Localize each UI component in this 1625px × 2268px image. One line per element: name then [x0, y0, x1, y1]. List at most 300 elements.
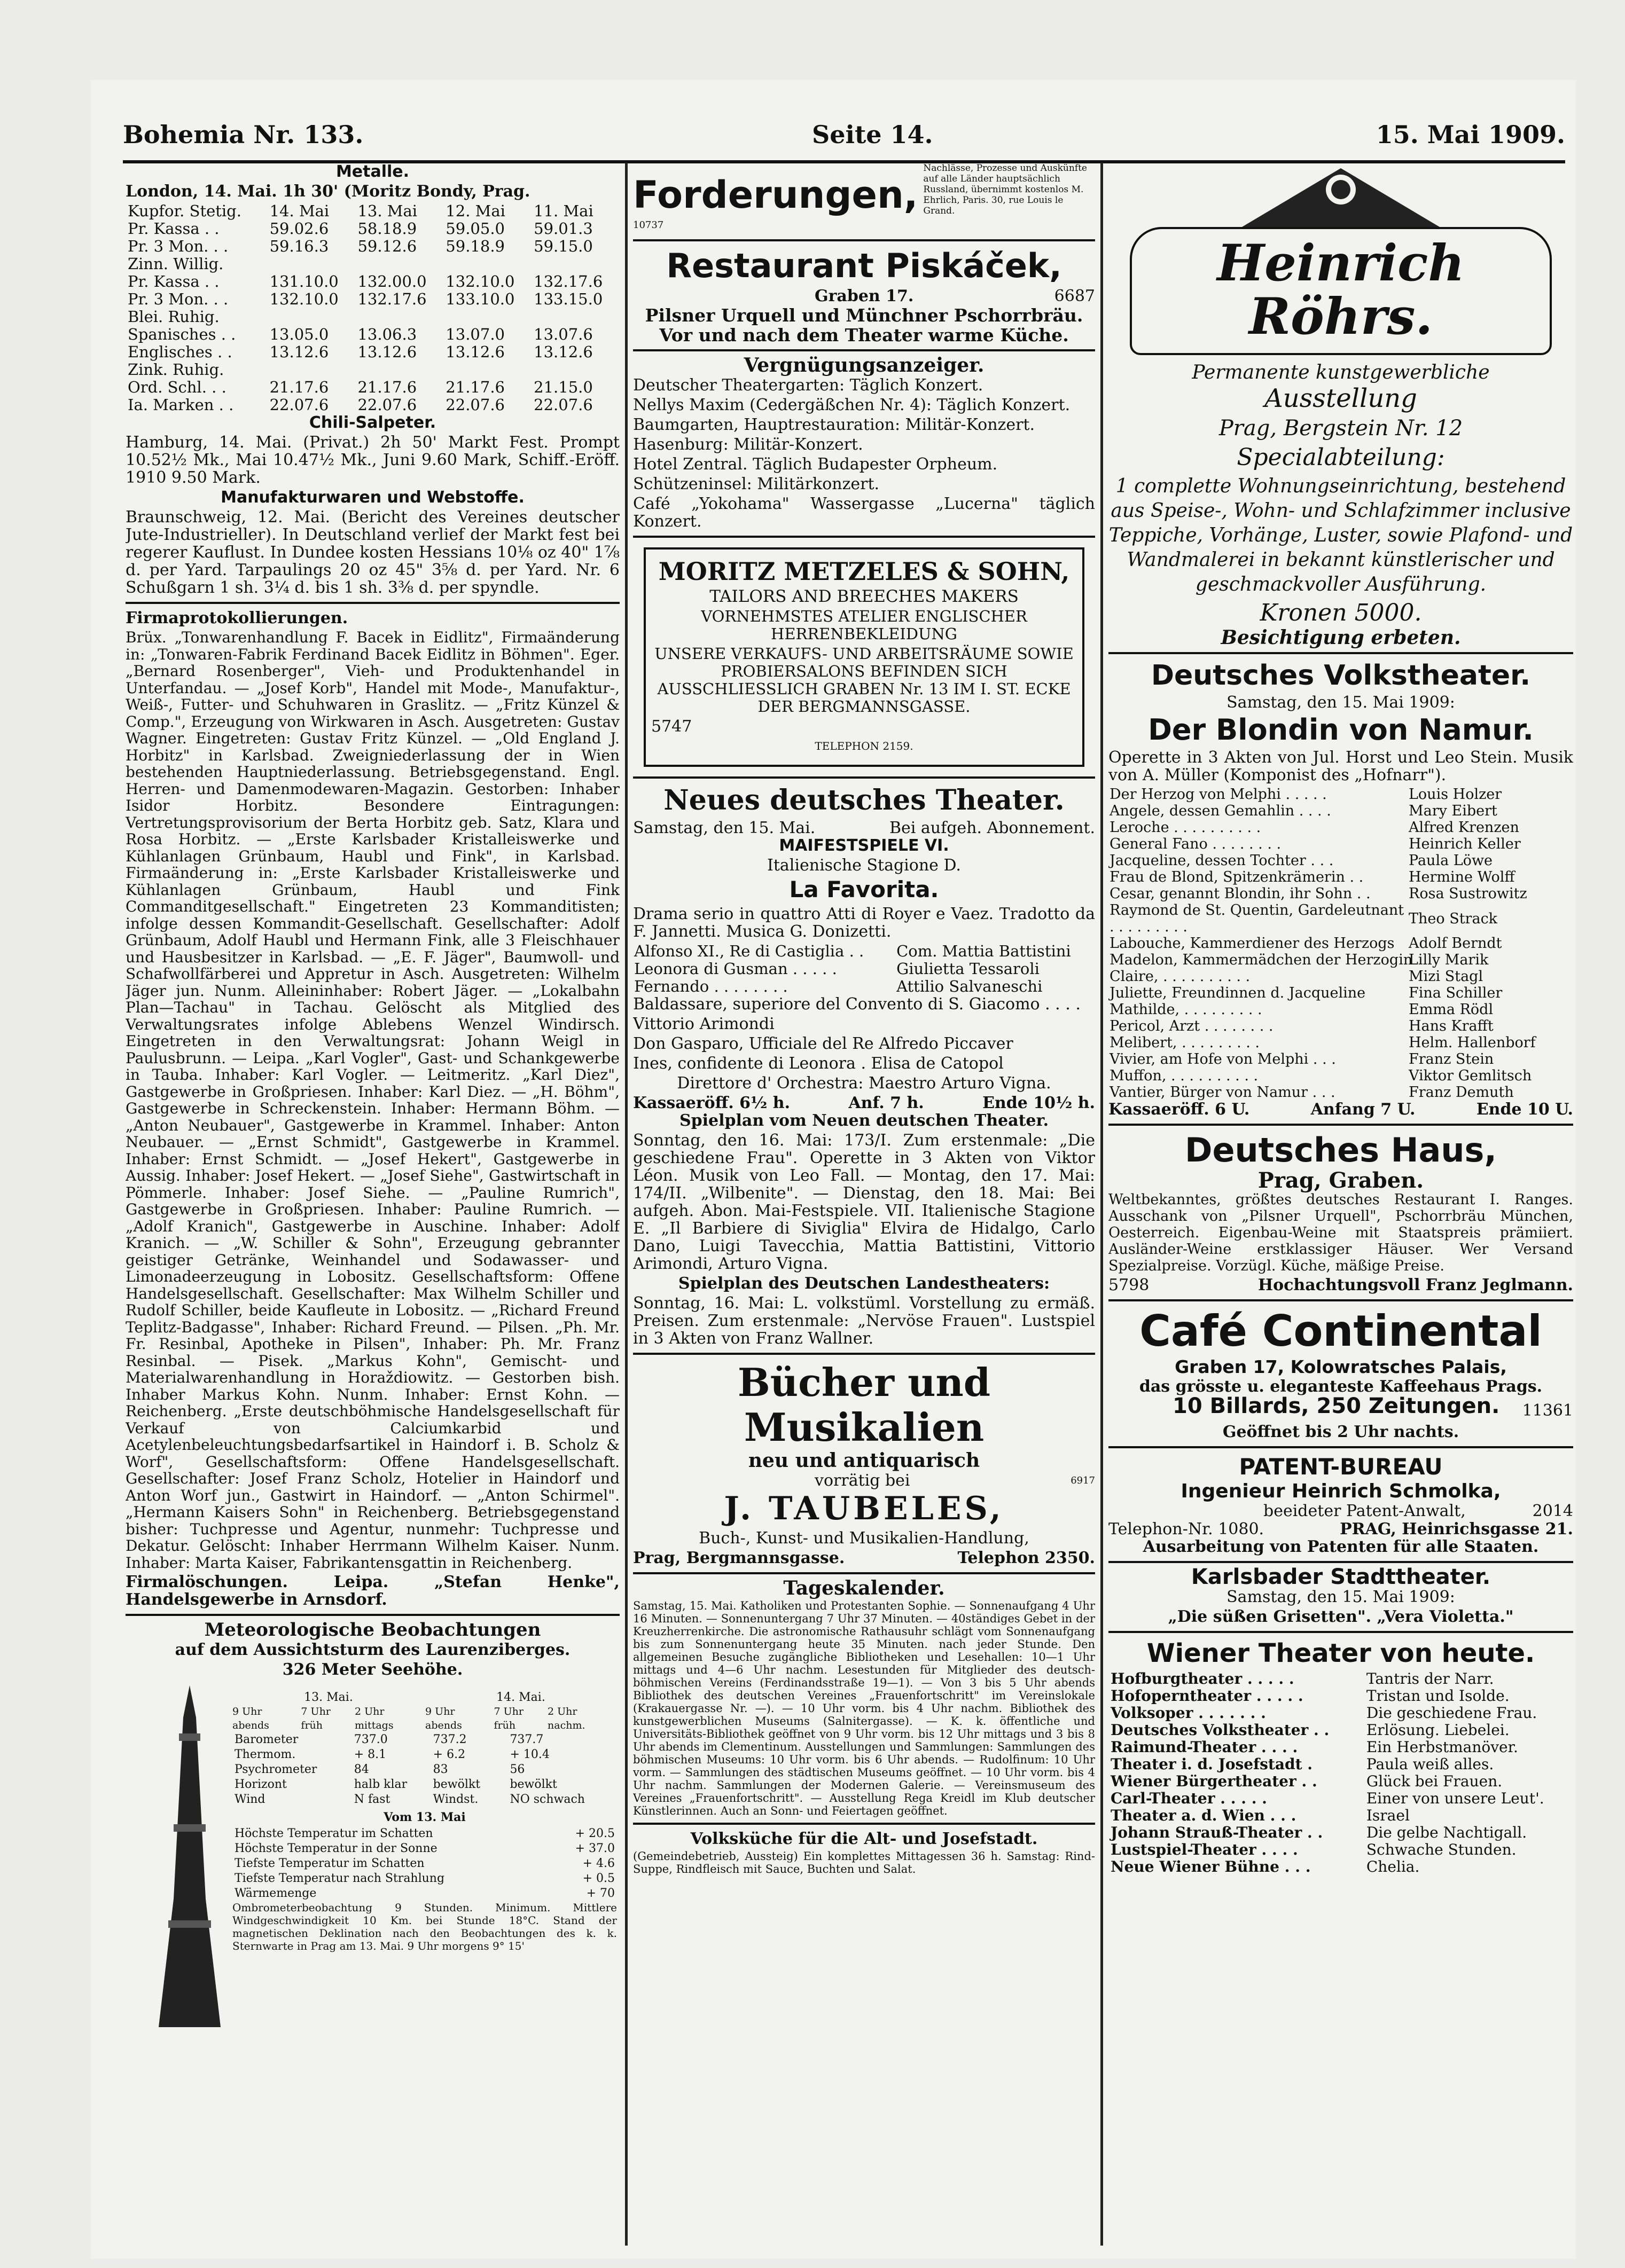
- table-cell: Franz Demuth: [1409, 1084, 1514, 1101]
- list-item: Hasenburg: Militär-Konzert.: [633, 435, 863, 454]
- table-cell: 84: [354, 1763, 369, 1776]
- table-cell: Vantier, Bürger von Namur . . .: [1110, 1084, 1335, 1101]
- table-cell: Pr. Kassa . .: [128, 272, 220, 291]
- moritz-line-4: UNSERE VERKAUFS- UND ARBEITSRÄUME SOWIE PROBIERSALONS BEFINDEN SICH AUSSCHLIESSLICH GRABEN Nr. 13 IM I. ST. ECKE DER BERGMANNSGASSE.: [654, 645, 1074, 716]
- divider: [633, 536, 1095, 538]
- table-row: [1108, 1858, 1573, 1875]
- roehrs-line-3: Prag, Bergstein Nr. 12: [1218, 416, 1463, 441]
- table-cell: + 10.4: [510, 1748, 550, 1761]
- deutsches-haus-signature: Hochachtungsvoll Franz Jeglmann.: [1257, 1276, 1573, 1294]
- table-cell: + 20.5: [575, 1827, 615, 1840]
- table-row: [1108, 836, 1573, 852]
- metals-head-row: [126, 202, 620, 220]
- table-row: [126, 326, 620, 343]
- table-cell: Psychrometer: [235, 1763, 317, 1776]
- kasse-open: Kassaeröff. 6½ h.: [633, 1094, 791, 1112]
- table-row: [126, 361, 620, 379]
- spielplan-title: Spielplan vom Neuen deutschen Theater.: [679, 1111, 1049, 1130]
- landes-title: Spielplan des Deutschen Landestheaters:: [678, 1274, 1050, 1293]
- roehrs-name: Heinrich Röhrs.: [1217, 234, 1465, 346]
- cafe-line-1: Graben 17, Kolowratsches Palais,: [1175, 1356, 1507, 1377]
- theater-date-row: [633, 819, 1095, 837]
- table-cell: [502, 1762, 507, 1777]
- roehrs-line-5: 1 complette Wohnungseinrichtung, bestehend aus Speise-, Wohn- und Schlafzimmer inclusive Teppiche, Vorhänge, Luster, sowie Plafond- und Wandmalerei in bekannt künstlerischer und geschmackvoller Ausführung.: [1108, 475, 1573, 595]
- column-rule-2: [1100, 163, 1103, 2246]
- kasse-start: Anfang 7 U.: [1310, 1100, 1416, 1119]
- table-cell: 13.12.6: [446, 343, 505, 361]
- manufaktur-title: Manufakturwaren und Webstoffe.: [221, 488, 525, 507]
- table-cell: Mathilde, . . . . . . . . .: [1110, 1001, 1262, 1018]
- moritz-title: MORITZ METZELES & SOHN,: [658, 557, 1070, 586]
- table-cell: [355, 308, 443, 326]
- cafe-line-3: 10 Billards, 250 Zeitungen.: [1173, 1394, 1500, 1418]
- table-cell: [268, 308, 356, 326]
- vorraetig-row: [633, 1472, 1095, 1490]
- divider: [1108, 1446, 1573, 1448]
- table-cell: Pericol, Arzt . . . . . . . .: [1110, 1018, 1274, 1034]
- kasse-end: Ende 10½ h.: [982, 1094, 1095, 1112]
- moritz-number: 5747: [651, 717, 692, 736]
- table-cell: 132.00.0: [357, 272, 427, 291]
- table-cell: 21.17.6: [269, 378, 329, 396]
- restaurant-line-3: Vor und nach dem Theater warme Küche.: [659, 325, 1069, 346]
- table-cell: 132.17.6: [534, 272, 603, 291]
- header-center: Seite 14.: [812, 120, 933, 149]
- theater-date: Samstag, den 15. Mai.: [633, 819, 816, 837]
- divider: [633, 1572, 1095, 1574]
- table-row: [1108, 852, 1573, 869]
- list-item: Schützeninsel: Militärkonzert.: [633, 475, 880, 493]
- kasse-row: [633, 1094, 1095, 1112]
- roehrs-line-2: Ausstellung: [1264, 383, 1417, 413]
- table-cell: Ein Herbstmanöver.: [1366, 1738, 1518, 1756]
- table-cell: Melibert, . . . . . . . . .: [1110, 1034, 1260, 1051]
- table-row: [1108, 1018, 1573, 1034]
- table-cell: Spanisches . .: [128, 325, 236, 343]
- roehrs-line-6: Kronen 5000.: [1260, 599, 1422, 626]
- table-cell: Thermom.: [235, 1748, 296, 1761]
- table-cell: Leroche . . . . . . . . . .: [1110, 819, 1261, 836]
- list-item: Café „Yokohama" Wassergasse „Lucerna" täglich Konzert.: [633, 495, 1095, 531]
- table-row: [126, 273, 620, 291]
- deutsches-haus-number: 5798: [1108, 1276, 1150, 1294]
- meteo-time: 7 Uhr früh: [301, 1706, 331, 1731]
- hamburg-text: Hamburg, 14. Mai. (Privat.) 2h 50' Markt Fest. Prompt 10.52½ Mk., Mai 10.47½ Mk., Juni 9.60 Mark, Schiff.-Eröff. 1910 9.50 Mark.: [126, 433, 620, 487]
- roehrs-line-4: Specialabteilung:: [1237, 444, 1445, 471]
- table-cell: 21.15.0: [534, 378, 593, 396]
- table-cell: 22.07.6: [446, 396, 505, 414]
- table-row: [1108, 819, 1573, 836]
- table-cell: 59.02.6: [269, 219, 329, 238]
- table-cell: Paula Löwe: [1409, 852, 1493, 869]
- table-cell: Muffon, . . . . . . . . . .: [1110, 1068, 1259, 1084]
- cafe-title: Café Continental: [1139, 1306, 1542, 1356]
- table-row: [1108, 786, 1573, 803]
- table-cell: Claire, . . . . . . . . . .: [1110, 968, 1251, 985]
- table-cell: Carl-Theater . . . . .: [1111, 1790, 1267, 1807]
- table-row: [1108, 1034, 1573, 1051]
- table-cell: [532, 308, 620, 326]
- table-cell: 13.07.0: [446, 325, 505, 343]
- table-cell: Erlösung. Liebelei.: [1366, 1721, 1510, 1739]
- table-cell: Franz Stein: [1409, 1051, 1494, 1068]
- column-rule-1: [625, 163, 628, 2246]
- karlsbad-program: „Die süßen Grisetten". „Vera Violetta.": [1168, 1607, 1514, 1626]
- restaurant-title: Restaurant Piskáček,: [666, 246, 1062, 285]
- table-cell: 59.15.0: [534, 237, 593, 255]
- divider: [1108, 1299, 1573, 1301]
- patent-address: PRAG, Heinrichsgasse 21.: [1340, 1520, 1573, 1539]
- table-cell: 132.17.6: [357, 290, 427, 308]
- list-item: Baumgarten, Hauptrestauration: Militär-Konzert.: [633, 415, 1035, 434]
- table-cell: Louis Holzer: [1409, 786, 1502, 803]
- kasse-end: Ende 10 U.: [1476, 1100, 1573, 1119]
- divider: [633, 349, 1095, 351]
- tages-text: Samstag, 15. Mai. Katholiken und Protestanten Sophie. — Sonnenaufgang 4 Uhr 16 Minuten. — Sonnenuntergang 7 Uhr 37 Minuten. — 40ständiges Gebet in der Kreuzherrenkirche. Die astronomische Rathausuhr schlägt vom Sonnenaufgang bis zum Sonnenuntergang heute 35 Minuten. nach jeder Stunde. Den allgemeinen Besuche zugängliche Bibliotheken und Lesehallen: 10—1 Uhr mittags und 4—6 Uhr nachm. Lesestunden für Mitglieder des deutsch-böhmischen Vereins (Ferdinandsstraße 19—1). — Von 3 bis 5 Uhr abends Bibliothek des deutschen Vereines „Frauenfortschritt" im Vereinslokale (Krakauergasse Nr. —). — 10 Uhr vorm. bis 4 Uhr nachm. Bibliothek des kunstgewerblichen Museums (Salnitergasse). — K. k. öffentliche und Universitäts-Bibliothek geöffnet von 9 Uhr vorm. bis 12 Uhr mittags und 3 bis 8 Uhr abends im Clementinum. Ausstellungen und Sammlungen: Sammlungen des böhmischen Museums: 10 Uhr vorm. bis 6 Uhr abends. — Rudolfinum: 10 Uhr vorm. — Sammlungen des städtischen Museums geöffnet. — 10 Uhr vorm. bis 4 Uhr nachm. Sammlungen der Modernen Galerie. — Vereinsmuseum des Vereines „Frauenfortschritt". — Ausstellung Rega Kreidl im Klub deutscher Künstlerinnen. Auch an Sonn- und Feiertagen geöffnet.: [633, 1599, 1095, 1817]
- table-row: [232, 1762, 617, 1777]
- table-row: [633, 960, 1095, 978]
- table-cell: Lilly Marik: [1409, 952, 1489, 968]
- deutsches-haus-title: Deutsches Haus,: [1185, 1131, 1497, 1170]
- table-cell: 22.07.6: [357, 396, 417, 414]
- table-row: [1108, 1739, 1573, 1756]
- stagione: Italienische Stagione D.: [767, 856, 961, 875]
- table-cell: Mizi Stagl: [1409, 968, 1483, 985]
- cast-baldassare: Baldassare, superiore del Convento di S. Giacomo . . . .: [633, 995, 1081, 1014]
- blondin-title: Der Blondin von Namur.: [1148, 713, 1534, 747]
- tages-title: Tageskalender.: [783, 1577, 945, 1599]
- table-cell: 737.2: [433, 1733, 467, 1746]
- table-cell: Wärmemenge: [235, 1887, 317, 1900]
- list-item: Nellys Maxim (Cedergäßchen Nr. 4): Täglich Konzert.: [633, 396, 1071, 414]
- cast-ines: Ines, confidente di Leonora . Elisa de Catopol: [633, 1054, 1004, 1073]
- table-cell: Raimund-Theater . . . .: [1111, 1738, 1298, 1756]
- table-cell: N fast: [354, 1793, 390, 1806]
- table-cell: 13.12.6: [269, 343, 329, 361]
- patent-line-4: Ausarbeitung von Patenten für alle Staaten.: [1143, 1537, 1539, 1556]
- metals-table: [126, 202, 620, 414]
- page-header: [123, 115, 1576, 163]
- cast-actor: Elisa de Catopol: [871, 1054, 1004, 1073]
- volks-cast-table: [1108, 786, 1573, 1101]
- table-row: [1108, 803, 1573, 819]
- table-cell: [443, 308, 532, 326]
- meteo-height: 326 Meter Seehöhe.: [282, 1660, 463, 1679]
- table-row: [1108, 968, 1573, 985]
- deutsches-haus-subtitle: Prag, Graben.: [1257, 1168, 1424, 1193]
- table-row: [232, 1871, 617, 1886]
- table-cell: Höchste Temperatur im Schatten: [235, 1827, 433, 1840]
- divider: [1108, 1124, 1573, 1126]
- table-cell: [502, 1777, 507, 1792]
- taubeles-line-2: Buch-, Kunst- und Musikalien-Handlung,: [699, 1529, 1029, 1548]
- table-cell: Mary Eibert: [1409, 803, 1497, 819]
- header-left: Bohemia Nr. 133.: [123, 120, 364, 149]
- table-cell: Wiener Bürgertheater . .: [1111, 1772, 1317, 1790]
- divider: [126, 1614, 620, 1616]
- spielplan-text: Sonntag, den 16. Mai: 173/I. Zum erstenmale: „Die geschiedene Frau". Operette in 3 Akten von Viktor Léon. Musik von Leo Fall. — Montag, den 17. Mai: 174/II. „Wilbenite". — Dienstag, den 18. Mai: Bei aufgeh. Abon. Mai-Festspiele. VII. Italienische Stagione E. „Il Barbiere di Siviglia" Elvira de Hidalgo, Carlo Dano, Luigi Tavecchia, Mattia Battistini, Vittorio Arimondi, Arturo Vigna.: [633, 1131, 1095, 1273]
- table-row: [126, 379, 620, 396]
- table-cell: Zink. Ruhig.: [128, 360, 224, 379]
- table-row: [232, 1826, 617, 1841]
- table-cell: 21.17.6: [357, 378, 417, 396]
- table-cell: Ord. Schl. . .: [128, 378, 226, 396]
- table-row: [1108, 1790, 1573, 1807]
- table-cell: 13.06.3: [357, 325, 417, 343]
- table-cell: 737.0: [354, 1733, 388, 1746]
- table-cell: Einer von unsere Leut'.: [1366, 1790, 1544, 1807]
- table-row: [232, 1792, 617, 1807]
- table-cell: Paula weiß alles.: [1366, 1755, 1494, 1773]
- eagle-crest-icon: [1242, 168, 1440, 227]
- table-cell: + 8.1: [354, 1748, 387, 1761]
- table-row: [1108, 1051, 1573, 1068]
- table-cell: [532, 255, 620, 273]
- meteo-time-row: [232, 1705, 617, 1732]
- deutsches-haus-text: Weltbekanntes, größtes deutsches Restaurant I. Ranges. Ausschank von „Pilsner Urquell", Pschorrbräu München, Oesterreich. Eigenbau-Weine mit Staatspreis prämiiert. Ausländer-Weine erstklassiger Häuser. Wer Versand Spezialpreise. Vorzügl. Küche, mäßige Preise.: [1108, 1191, 1573, 1274]
- table-cell: 59.16.3: [269, 237, 329, 255]
- divider: [1108, 652, 1573, 654]
- table-cell: Heinrich Keller: [1409, 836, 1521, 852]
- table-cell: + 4.6: [582, 1857, 615, 1870]
- table-cell: 56: [510, 1763, 525, 1776]
- table-row: [1108, 1001, 1573, 1018]
- table-cell: Alfred Krenzen: [1409, 819, 1519, 836]
- table-cell: 22.07.6: [534, 396, 593, 414]
- landes-text: Sonntag, 16. Mai: L. volkstüml. Vorstellung zu ermäß. Preisen. Zum erstenmale: „Nervöse Frauen". Lustspiel in 3 Akten von Franz Wallner.: [633, 1294, 1095, 1348]
- column-2: [633, 163, 1095, 2246]
- metals-head-cell: 12. Mai: [446, 202, 505, 220]
- table-row: [232, 1747, 617, 1762]
- table-cell: [502, 1732, 507, 1747]
- table-cell: Pr. 3 Mon. . .: [128, 237, 229, 255]
- table-cell: [355, 361, 443, 379]
- metals-head-cell: 14. Mai: [269, 202, 330, 220]
- meteo-block: [126, 1621, 620, 2209]
- london-line: London, 14. Mai. 1h 30' (Moritz Bondy, Prag.: [126, 182, 530, 201]
- table-cell: Neue Wiener Bühne . . .: [1111, 1858, 1311, 1875]
- table-row: [232, 1856, 617, 1871]
- forderungen-ad: [633, 163, 1095, 216]
- list-item: Deutscher Theatergarten: Täglich Konzert.: [633, 376, 983, 395]
- vorraetig-number: 6917: [1071, 1475, 1095, 1486]
- roehrs-ad: [1130, 227, 1552, 355]
- table-cell: Theater a. d. Wien . . .: [1111, 1807, 1296, 1824]
- table-row: [126, 220, 620, 238]
- volkskueche-title: Volksküche für die Alt- und Josefstadt.: [690, 1830, 1038, 1848]
- volkskueche-text: (Gemeindebetrieb, Aussteig) Ein komplettes Mittagessen 36 h. Samstag: Rind-Suppe, Rindfleisch mit Sauce, Buchten und Salat.: [633, 1850, 1095, 1875]
- meteo-date: 14. Mai.: [496, 1691, 545, 1704]
- table-row: [232, 1777, 617, 1792]
- table-cell: 133.15.0: [534, 290, 603, 308]
- table-cell: bewölkt: [433, 1778, 481, 1791]
- restaurant-line-2: Pilsner Urquell und Münchner Pschorrbräu.: [645, 305, 1083, 326]
- table-cell: 22.07.6: [269, 396, 329, 414]
- roehrs-line-7: Besichtigung erbeten.: [1221, 626, 1461, 649]
- table-row: [1108, 1670, 1573, 1688]
- table-row: [126, 255, 620, 273]
- table-cell: Pr. 3 Mon. . .: [128, 290, 229, 308]
- metals-head-cell: Kupfor. Stetig.: [128, 202, 241, 220]
- table-row: [1108, 1807, 1573, 1824]
- patent-row-3: [1108, 1520, 1573, 1538]
- kasse-start: Anf. 7 h.: [848, 1094, 924, 1112]
- table-cell: + 37.0: [575, 1842, 615, 1855]
- divider: [633, 776, 1095, 779]
- table-cell: Ia. Marken . .: [128, 396, 234, 414]
- patent-row-2: [1108, 1502, 1573, 1520]
- table-cell: Helm. Hallenborf: [1409, 1034, 1536, 1051]
- table-cell: 83: [433, 1763, 448, 1776]
- table-cell: Angele, dessen Gemahlin . . . .: [1110, 803, 1331, 819]
- moritz-telephone: TELEPHON 2159.: [815, 740, 913, 752]
- patent-line-2: beeideter Patent-Anwalt,: [1263, 1502, 1466, 1520]
- table-cell: 132.10.0: [269, 290, 339, 308]
- table-row: [1108, 952, 1573, 968]
- table-cell: Chelia.: [1366, 1858, 1420, 1875]
- table-cell: [502, 1792, 507, 1807]
- table-row: [126, 396, 620, 414]
- table-cell: Labouche, Kammerdiener des Herzogs: [1110, 935, 1395, 952]
- roehrs-line-1: Permanente kunstgewerbliche: [1192, 362, 1490, 383]
- taubeles-title: J. TAUBELES,: [724, 1490, 1004, 1527]
- table-cell: Juliette, Freundinnen d. Jacqueline: [1110, 985, 1366, 1001]
- maifestspiele: MAIFESTSPIELE VI.: [779, 836, 949, 855]
- meteo-title: Meteorologische Beobachtungen: [204, 1619, 541, 1641]
- cast-table: [633, 943, 1095, 995]
- table-cell: Tiefste Temperatur im Schatten: [235, 1857, 425, 1870]
- metalle-title: Metalle.: [335, 163, 410, 181]
- table-cell: Hofoperntheater . . . . .: [1111, 1687, 1303, 1705]
- table-cell: Hans Krafft: [1409, 1018, 1494, 1034]
- favorita-title: La Favorita.: [789, 876, 939, 903]
- table-cell: [443, 361, 532, 379]
- meteo-data: [232, 1691, 617, 1955]
- table-row: [1108, 869, 1573, 885]
- table-row: [126, 291, 620, 308]
- patent-number: 2014: [1532, 1502, 1573, 1520]
- volks-kasse-row: [1108, 1101, 1573, 1118]
- wiener-table: [1108, 1670, 1573, 1875]
- table-row: [1108, 1068, 1573, 1084]
- table-row: [232, 1732, 617, 1747]
- table-row: [1108, 1841, 1573, 1858]
- restaurant-number: 6687: [1054, 287, 1095, 305]
- table-cell: NO schwach: [510, 1793, 585, 1806]
- divider: [633, 239, 1095, 241]
- meteo-date-row: [232, 1691, 617, 1705]
- table-row: [1108, 1824, 1573, 1841]
- table-cell: Adolf Berndt: [1409, 935, 1502, 952]
- table-cell: [268, 361, 356, 379]
- table-cell: 21.17.6: [446, 378, 505, 396]
- table-cell: Giulietta Tessaroli: [896, 960, 1040, 978]
- table-cell: [443, 255, 532, 273]
- buecher-neu: neu und antiquarisch: [748, 1449, 980, 1472]
- table-cell: Emma Rödl: [1409, 1001, 1494, 1018]
- table-row: [1108, 902, 1573, 935]
- deutsches-haus-sign-row: [1108, 1276, 1573, 1294]
- firmen-title: Firmaprotokollierungen.: [126, 609, 348, 627]
- table-cell: Der Herzog von Melphi . . . . .: [1110, 786, 1327, 803]
- meteo-date: 13. Mai.: [304, 1691, 353, 1704]
- moritz-line-2: TAILORS AND BREECHES MAKERS: [709, 587, 1019, 606]
- chili-title: Chili-Salpeter.: [309, 413, 436, 432]
- table-cell: 58.18.9: [357, 219, 417, 238]
- column-3: [1108, 163, 1573, 2246]
- volks-date: Samstag, den 15. Mai 1909:: [1226, 693, 1455, 712]
- table-cell: Frau de Blond, Spitzenkrämerin . .: [1110, 869, 1364, 885]
- table-cell: Lustspiel-Theater . . . .: [1111, 1841, 1298, 1858]
- cafe-number: 11361: [1522, 1401, 1573, 1420]
- table-row: [633, 978, 1095, 995]
- vergnuegung-title: Vergnügungsanzeiger.: [744, 354, 985, 376]
- table-row: [1108, 1773, 1573, 1790]
- table-cell: Tiefste Temperatur nach Strahlung: [235, 1872, 445, 1885]
- table-cell: Tantris der Narr.: [1366, 1670, 1494, 1688]
- meteo-time: 7 Uhr früh: [494, 1706, 524, 1731]
- forderungen-small: Nachlässe, Prozesse und Auskünfte auf alle Länder hauptsächlich Russland, übernimmt kostenlos M. Ehrlich, Paris. 30, rue Louis le Grand.: [923, 163, 1087, 216]
- table-cell: Raymond de St. Quentin, Gardeleutnant . . . . . . . . .: [1110, 902, 1404, 935]
- kasse-open: Kassaeröff. 6 U.: [1108, 1100, 1250, 1119]
- meteo-footnote: Ombrometerbeobachtung 9 Stunden. Minimum. Mittlere Windgeschwindigkeit 10 Km. bei Stunde 18°C. Stand der magnetischen Deklination nach den Beobachtungen des k. k. Sternwarte in Prag am 13. Mai. 9 Uhr morgens 9° 15': [232, 1901, 617, 1952]
- cafe-line-2: das grösste u. eleganteste Kaffeehaus Prags.: [1139, 1377, 1543, 1396]
- cast-role: Don Gasparo, Ufficiale del Re: [633, 1034, 874, 1053]
- table-cell: Cesar, genannt Blondin, ihr Sohn . .: [1110, 885, 1371, 902]
- table-cell: 59.05.0: [446, 219, 505, 238]
- table-row: [1108, 985, 1573, 1001]
- table-cell: Jacqueline, dessen Tochter . . .: [1110, 852, 1334, 869]
- table-cell: Barometer: [235, 1733, 299, 1746]
- wiener-title: Wiener Theater von heute.: [1146, 1638, 1535, 1668]
- table-cell: Vivier, am Hofe von Melphi . . .: [1110, 1051, 1336, 1068]
- table-row: [1108, 1084, 1573, 1101]
- table-cell: 13.07.6: [534, 325, 593, 343]
- meteo-time: 9 Uhr abends: [425, 1706, 462, 1731]
- table-cell: Viktor Gemlitsch: [1409, 1068, 1532, 1084]
- metals-head-cell: 13. Mai: [357, 202, 418, 220]
- table-cell: Theo Strack: [1409, 910, 1498, 927]
- table-cell: 737.7: [510, 1733, 544, 1746]
- table-cell: Com. Mattia Battistini: [896, 942, 1071, 960]
- divider: [126, 602, 620, 604]
- table-row: [232, 1886, 617, 1901]
- table-cell: bewölkt: [510, 1778, 557, 1791]
- firmen-text: Brüx. „Tonwarenhandlung F. Bacek in Eidlitz", Firmaänderung in: „Tonwaren-Fabrik Ferdinand Bacek Eidlitz in Böhmen". Eger. „Bernard Rosenberger", Vieh- und Produktenhandel in Unterfandau. — „Josef Korb", Handel mit Mode-, Manufaktur-, Weiß-, Futter- und Schuhwaren in Graslitz. — „Fritz Künzel & Comp.", Erzeugung von Wirkwaren in Asch. Ausgetreten: Gustav Wagner. Eingetreten: Gustav Fritz Künzel. — „Old England J. Horbitz" in Karlsbad. Zweigniederlassung der in Wien bestehenden Hauptniederlassung. Betriebsgegenstand. Engl. Herren- und Damenmodewaren-Magazin. Gestorben: Inhaber Isidor Horbitz. Besondere Eintragungen: Vertretungsprovisorium der Berta Horbitz geb. Satz, Klara und Rosa Horbitz. — „Erste Karlsbader Kristalleiswerke und Kühlanlagen Grünbaum, Haubl und Fink", in Karlsbad. Firmaänderung in: „Erste Karlsbader Kristalleiswerke und Kühlanlagen Grünbaum, Haubl und Fink Commanditgesellschaft." Eingetreten 23 Kommanditisten; infolge dessen Kommandit-Gesellschaft. Gesellschafter: Adolf Grünbaum, Adolf Haubl und Hermann Fink, alle 3 Fleischhauer und Hausbesitzer in Karlsbad. — „E. F. Jäger", Baumwoll- und Schafwollfärberei und Appretur in Asch. Ausgetreten: Wilhelm Jäger jun. Nunm. Alleininhaber: Robert Jäger. — „Lokalbahn Plan—Tachau" in Tachau. Gelöscht als Mitglied des Verwaltungsrates infolge Ablebens Wenzel Windirsch. Eingetreten in den Verwaltungsrat: Johann Weigl in Paulusbrunn. — Leipa. „Karl Vogler", Gast- und Schankgewerbe in Tauba. Inhaber: Karl Vogler. — Leitmeritz. „Karl Diez", Gastgewerbe in Großpriesen. Inhaber: Karl Diez. — „H. Böhm", Gastgewerbe in Schreckenstein. Inhaber: Hermann Böhm. — „Anton Neubauer", Gastgewerbe in Krammel. Inhaber: Anton Neubauer. — „Ernst Schmidt", Gastgewerbe in Krammel. Inhaber: Ernst Schmidt. — „Josef Hekert", Gastgewerbe in Aussig. Inhaber: Josef Hekert. — „Josef Siehe", Gastwirtschaft in Pömmerle. Inhaber: Josef Siehe. — „Pauline Rumrich", Gastgewerbe in Großpriesen. Inhaber: Pauline Rumrich. — „Adolf Kranich", Gastgewerbe in Auschine. Inhaber: Adolf Kranich. — „W. Schiller & Sohn", Erzeugung gebrannter geistiger Getränke, Weinhandel und Sodawasser- und Limonadeerzeugung in Lobositz. Gesellschaftsform: Offene Handelsgesellschaft. Gesellschafter: Max Wilhelm Schiller und Rudolf Schiller, beide Kaufleute in Lobositz. — „Richard Freund Teplitz-Badgasse", Inhaber: Richard Freund. — Pilsen. „Ph. Mr. Fr. Resinbal, Apotheke in Pilsen", Inhaber: Ph. Mr. Franz Resinbal. — Pisek. „Markus Kohn", Gemischt- und Materialwarenhandlung in Horaždiowitz. — Gestorben bish. Inhaber Markus Kohn. Nunm. Inhaber: Ernst Kohn. — Reichenberg. „Erste deutschböhmische Handelsgesellschaft für Verkauf von Calciumkarbid und Acetylenbeleuchtungsbedarfsartikel in Haindorf i. B. Scholz & Worf", Gesellschaftsform: Offene Handelsgesellschaft. Gesellschafter: Josef Franz Scholz, Hotelier in Haindorf und Anton Worf jun., Gastwirt in Haindorf. — „Anton Schirmel". „Hermann Kaisers Sohn" in Reichenberg. Betriebsgegenstand bisher: Tuchpresse und Agentur, nunmehr: Tuchpresse und Dekatur. Gelöscht: Inhaber Herrmann Wilhelm Kaiser. Nunm. Inhaber: Marta Kaiser, Fabrikantensgattin in Reichenberg.: [126, 629, 620, 1572]
- table-cell: Horizont: [235, 1778, 287, 1791]
- forderungen-number: 10737: [633, 219, 664, 231]
- table-cell: Zinn. Willig.: [128, 255, 224, 273]
- moritz-line-3: VORNEHMSTES ATELIER ENGLISCHER HERRENBEKLEIDUNG: [701, 607, 1027, 643]
- cast-baldassare-actor: Vittorio Arimondi: [633, 1015, 775, 1033]
- patent-line-1: Ingenieur Heinrich Schmolka,: [1181, 1480, 1501, 1502]
- vorraetig: vorrätig bei: [815, 1471, 910, 1490]
- meteo-time: 2 Uhr nachm.: [548, 1706, 585, 1731]
- direttore: Direttore d' Orchestra: Maestro Arturo Vigna.: [677, 1074, 1051, 1093]
- karlsbad-title: Karlsbader Stadttheater.: [1191, 1565, 1491, 1589]
- table-cell: Schwache Stunden.: [1366, 1841, 1517, 1858]
- table-row: [126, 308, 620, 326]
- metals-head-cell: 11. Mai: [534, 202, 593, 220]
- moritz-ad: [644, 547, 1084, 767]
- table-cell: 132.10.0: [446, 272, 515, 291]
- taubeles-telephone: Telephon 2350.: [957, 1549, 1095, 1567]
- buecher-title: Bücher und Musikalien: [737, 1360, 991, 1450]
- table-row: [633, 943, 1095, 960]
- meteo-subtitle: auf dem Aussichtsturm des Laurenziberges.: [175, 1641, 571, 1659]
- drama-text: Drama serio in quattro Atti di Royer e Vaez. Tradotto da F. Jannetti. Musica G. Donizetti.: [633, 905, 1095, 941]
- table-cell: Rosa Sustrowitz: [1409, 885, 1527, 902]
